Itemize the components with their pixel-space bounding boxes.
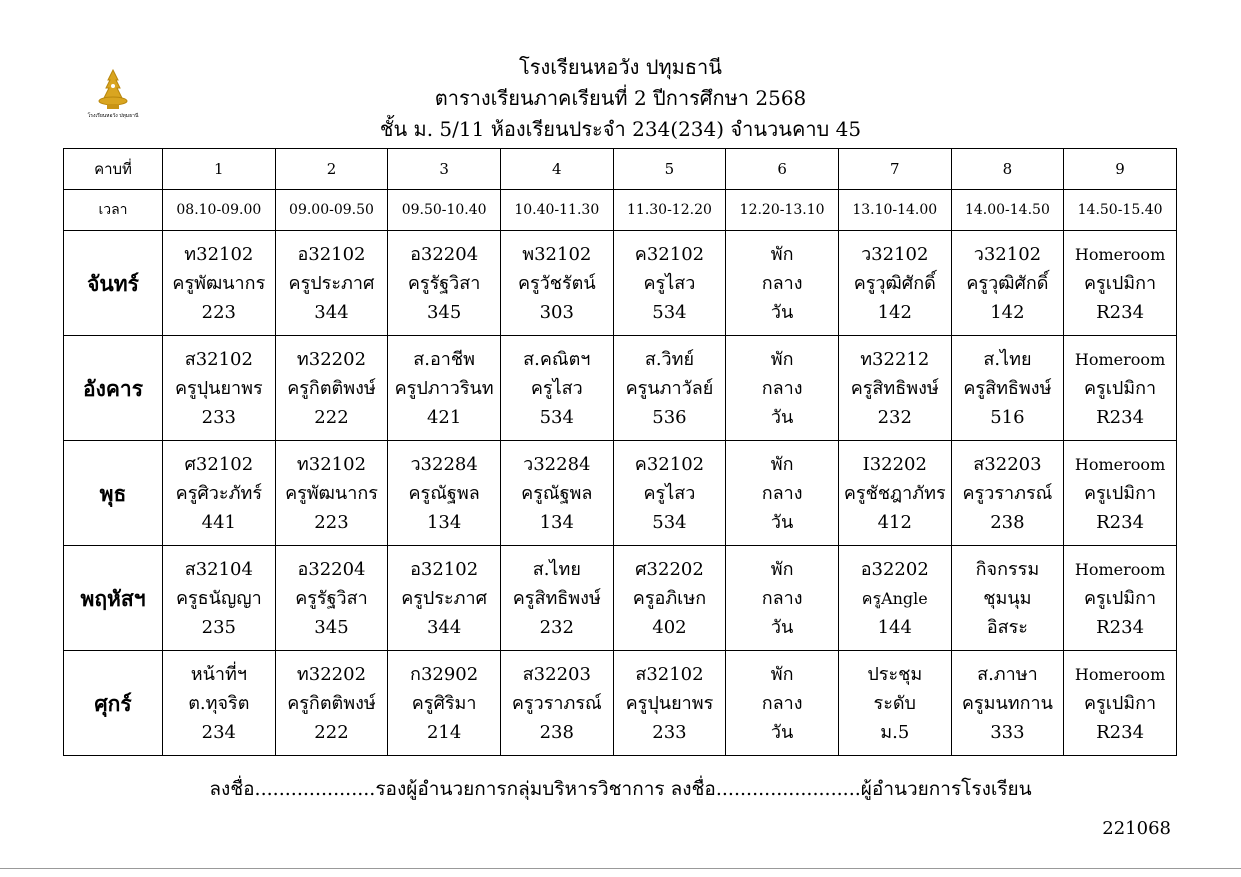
teacher-name: ครูกิตติพงษ์	[287, 377, 376, 399]
teacher-name: กลาง	[761, 482, 803, 504]
day-row	[64, 651, 1177, 756]
class-cell	[838, 231, 951, 336]
room-number: วัน	[770, 616, 794, 638]
teacher-name: ครูไสว	[643, 482, 696, 504]
subject-code: พัก	[770, 558, 794, 580]
class-cell	[838, 336, 951, 441]
room-number: R234	[1096, 511, 1145, 533]
teacher-name: ครูณัฐพล	[521, 482, 593, 504]
room-number: 234	[201, 721, 236, 743]
subject-code: ท32102	[296, 453, 367, 475]
room-number: 223	[314, 511, 349, 533]
teacher-name: ครูไสว	[530, 377, 583, 399]
room-number: 344	[314, 301, 349, 323]
period-number: 7	[838, 149, 951, 190]
time-label: เวลา	[64, 190, 163, 231]
class-info: ชั้น ม. 5/11 ห้องเรียนประจำ 234(234) จำนวนคาบ 45	[379, 117, 862, 141]
class-cell	[275, 231, 388, 336]
room-number: วัน	[770, 721, 794, 743]
teacher-name: ครูเปมิกา	[1083, 482, 1157, 504]
day-name: จันทร์	[64, 231, 163, 336]
subject-code: ว32284	[523, 453, 591, 475]
room-number: 222	[314, 721, 349, 743]
teacher-name: ครูเปมิกา	[1083, 587, 1157, 609]
class-cell	[1064, 546, 1177, 651]
room-number: R234	[1096, 721, 1145, 743]
teacher-name: ครูวุฒิศักดิ์	[966, 272, 1049, 294]
room-number: 345	[314, 616, 349, 638]
subject-code: I32202	[862, 453, 927, 475]
class-cell	[951, 441, 1064, 546]
room-number: 233	[652, 721, 687, 743]
teacher-name: ครูพัฒนากร	[285, 482, 378, 504]
class-cell	[1064, 336, 1177, 441]
subject-code: อ32102	[297, 243, 366, 265]
teacher-name: ครูประภาศ	[288, 272, 375, 294]
time-row	[64, 190, 1177, 231]
document-code: 221068	[1102, 818, 1171, 839]
subject-code: พ32102	[522, 243, 592, 265]
teacher-name: ครูณัฐพล	[408, 482, 480, 504]
room-number: วัน	[770, 406, 794, 428]
period-number: 9	[1064, 149, 1177, 190]
class-cell	[163, 441, 276, 546]
class-cell	[613, 441, 726, 546]
class-cell	[163, 336, 276, 441]
room-number: 238	[539, 721, 574, 743]
teacher-name: ครูอภิเษก	[632, 587, 707, 609]
subject-code: ส32102	[635, 663, 704, 685]
signature-line: ลงชื่อ....................รองผู้อำนวยการกลุ่มบริหารวิชาการ ลงชื่อ........................ผู้อำนวยการโรงเรียน	[209, 778, 1032, 800]
room-number: 142	[990, 301, 1025, 323]
teacher-name: ต.ทุจริต	[188, 692, 250, 714]
period-time: 13.10-14.00	[838, 190, 951, 231]
room-number: 345	[426, 301, 462, 323]
class-cell	[951, 651, 1064, 756]
room-number: 516	[990, 406, 1025, 428]
room-number: 233	[201, 406, 236, 428]
period-number: 6	[726, 149, 839, 190]
day-name: พฤหัสฯ	[64, 546, 163, 651]
class-cell	[838, 651, 951, 756]
teacher-name: กลาง	[761, 692, 803, 714]
subject-code: ศ32102	[184, 453, 254, 475]
room-number: 303	[539, 301, 574, 323]
period-number: 1	[163, 149, 276, 190]
teacher-name: ครูไสว	[643, 272, 696, 294]
subject-code: ส.ไทย	[983, 348, 1032, 370]
teacher-name: ครูสิทธิพงษ์	[963, 377, 1052, 399]
subject-code: กิจกรรม	[975, 558, 1040, 580]
room-number: 534	[652, 511, 687, 533]
class-cell	[500, 441, 613, 546]
teacher-name: ครูAngle	[861, 588, 928, 608]
class-cell	[1064, 231, 1177, 336]
class-cell	[951, 336, 1064, 441]
period-number: 8	[951, 149, 1064, 190]
room-number: 238	[990, 511, 1025, 533]
document-header	[0, 52, 1241, 145]
room-number: 232	[539, 616, 574, 638]
teacher-name: ครูศิวะภัทร์	[175, 482, 262, 504]
class-cell	[613, 651, 726, 756]
class-cell	[388, 651, 501, 756]
subject-code: ส.ภาษา	[977, 663, 1038, 685]
class-cell	[1064, 651, 1177, 756]
subject-code: ส32203	[973, 453, 1042, 475]
subject-code: Homeroom	[1074, 349, 1166, 369]
room-number: 223	[201, 301, 236, 323]
teacher-name: ครูศิริมา	[411, 692, 477, 714]
teacher-name: ครูปุนยาพร	[625, 692, 714, 714]
subject-code: พัก	[770, 243, 794, 265]
subject-code: Homeroom	[1074, 454, 1166, 474]
day-name: ศุกร์	[64, 651, 163, 756]
teacher-name: ครูสิทธิพงษ์	[850, 377, 939, 399]
room-number: 144	[877, 616, 912, 638]
teacher-name: ครูกิตติพงษ์	[287, 692, 376, 714]
room-number: 534	[539, 406, 574, 428]
day-name: อังคาร	[64, 336, 163, 441]
period-time: 09.00-09.50	[275, 190, 388, 231]
subject-code: ส.ไทย	[532, 558, 581, 580]
subject-code: ท32212	[860, 348, 930, 370]
room-number: วัน	[770, 511, 794, 533]
subject-code: ค32102	[634, 453, 705, 475]
class-cell	[726, 231, 839, 336]
subject-code: ส.อาชีพ	[413, 348, 475, 370]
room-number: วัน	[770, 301, 794, 323]
class-cell	[951, 231, 1064, 336]
teacher-name: ครูเปมิกา	[1083, 692, 1157, 714]
subject-code: ท32202	[296, 348, 367, 370]
class-cell	[838, 546, 951, 651]
teacher-name: ครูรัฐวิสา	[407, 272, 481, 294]
teacher-name: ระดับ	[873, 692, 916, 714]
room-number: 142	[877, 301, 912, 323]
logo-caption: โรงเรียนหอวัง ปทุมธานี	[87, 113, 139, 119]
period-time: 14.50-15.40	[1064, 190, 1177, 231]
subject-code: ท32102	[184, 243, 254, 265]
class-cell	[275, 441, 388, 546]
period-number: 2	[275, 149, 388, 190]
period-time: 14.00-14.50	[951, 190, 1064, 231]
period-time: 11.30-12.20	[613, 190, 726, 231]
class-cell	[500, 231, 613, 336]
teacher-name: ครูชัชฎาภัทร	[843, 482, 946, 504]
subject-code: ส32104	[184, 558, 253, 580]
class-cell	[726, 546, 839, 651]
timetable	[63, 148, 1177, 756]
day-row	[64, 546, 1177, 651]
subject-code: ส.คณิตฯ	[523, 348, 591, 370]
class-cell	[388, 546, 501, 651]
subject-code: ท32202	[296, 663, 367, 685]
room-number: 536	[652, 406, 687, 428]
teacher-name: ครูวราภรณ์	[511, 692, 602, 714]
subject-code: ก32902	[410, 663, 479, 685]
period-number: 5	[613, 149, 726, 190]
subject-code: ส32203	[522, 663, 591, 685]
subject-code: พัก	[770, 453, 794, 475]
period-time: 10.40-11.30	[500, 190, 613, 231]
class-cell	[726, 336, 839, 441]
teacher-name: กลาง	[761, 587, 803, 609]
teacher-name: ครูเปมิกา	[1083, 272, 1157, 294]
subject-code: ส.วิทย์	[644, 348, 695, 370]
teacher-name: ครูนภาวัลย์	[625, 377, 714, 399]
day-row	[64, 441, 1177, 546]
period-time: 08.10-09.00	[163, 190, 276, 231]
day-row	[64, 231, 1177, 336]
subject-code: พัก	[770, 663, 794, 685]
subject-code: Homeroom	[1074, 559, 1166, 579]
room-number: 214	[426, 721, 462, 743]
page-bottom-divider	[0, 868, 1241, 869]
subject-code: อ32204	[410, 243, 479, 265]
teacher-name: กลาง	[761, 377, 803, 399]
teacher-name: ครูเปมิกา	[1083, 377, 1157, 399]
subject-code: อ32102	[410, 558, 479, 580]
room-number: 222	[314, 406, 349, 428]
teacher-name: ครูสิทธิพงษ์	[512, 587, 601, 609]
class-cell	[163, 546, 276, 651]
period-header-row	[64, 149, 1177, 190]
teacher-name: กลาง	[761, 272, 803, 294]
teacher-name: ครูธนัญญา	[175, 587, 262, 609]
subject-code: อ32204	[297, 558, 366, 580]
subject-code: Homeroom	[1074, 664, 1166, 684]
room-number: 134	[539, 511, 574, 533]
subject-code: อ32202	[860, 558, 929, 580]
class-cell	[613, 231, 726, 336]
room-number: R234	[1096, 616, 1145, 638]
subject-code: ประชุม	[867, 663, 923, 685]
subject-code: Homeroom	[1074, 244, 1166, 264]
period-number: 4	[500, 149, 613, 190]
class-cell	[388, 231, 501, 336]
subject-code: ค32102	[634, 243, 705, 265]
class-cell	[613, 336, 726, 441]
subject-code: พัก	[770, 348, 794, 370]
class-cell	[1064, 441, 1177, 546]
teacher-name: ครูพัฒนากร	[172, 272, 266, 294]
class-cell	[500, 336, 613, 441]
room-number: ม.5	[880, 721, 910, 743]
teacher-name: ครูปุนยาพร	[175, 377, 263, 399]
teacher-name: ครูวุฒิศักดิ์	[853, 272, 936, 294]
room-number: 421	[426, 406, 462, 428]
room-number: R234	[1096, 301, 1145, 323]
room-number: 235	[201, 616, 236, 638]
class-cell	[275, 336, 388, 441]
subject-code: ศ32202	[635, 558, 704, 580]
class-cell	[163, 651, 276, 756]
class-cell	[726, 441, 839, 546]
semester-title: ตารางเรียนภาคเรียนที่ 2 ปีการศึกษา 2568	[434, 86, 807, 110]
room-number: 441	[201, 511, 236, 533]
class-cell	[500, 651, 613, 756]
class-cell	[388, 336, 501, 441]
day-row	[64, 336, 1177, 441]
teacher-name: ครูวราภรณ์	[962, 482, 1053, 504]
period-label: คาบที่	[64, 149, 163, 190]
subject-code: ว32102	[861, 243, 929, 265]
room-number: 134	[426, 511, 462, 533]
room-number: 333	[990, 721, 1025, 743]
subject-code: ว32102	[973, 243, 1042, 265]
class-cell	[726, 651, 839, 756]
teacher-name: ครูประภาศ	[401, 587, 488, 609]
subject-code: ส32102	[184, 348, 253, 370]
teacher-name: ครูรัฐวิสา	[295, 587, 368, 609]
room-number: 232	[877, 406, 912, 428]
room-number: 412	[877, 511, 912, 533]
class-cell	[275, 651, 388, 756]
subject-code: หน้าที่ฯ	[190, 663, 247, 685]
day-name: พุธ	[64, 441, 163, 546]
period-time: 12.20-13.10	[726, 190, 839, 231]
class-cell	[838, 441, 951, 546]
subject-code: ว32284	[410, 453, 478, 475]
period-number: 3	[388, 149, 501, 190]
class-cell	[500, 546, 613, 651]
period-time: 09.50-10.40	[388, 190, 501, 231]
room-number: R234	[1096, 406, 1145, 428]
class-cell	[275, 546, 388, 651]
school-name: โรงเรียนหอวัง ปทุมธานี	[519, 55, 722, 79]
teacher-name: ครูปภาวรินท	[394, 377, 494, 399]
room-number: 344	[426, 616, 462, 638]
class-cell	[613, 546, 726, 651]
teacher-name: ครูวัชรัตน์	[517, 272, 596, 294]
teacher-name: ครูมนทกาน	[961, 692, 1053, 714]
room-number: 402	[652, 616, 687, 638]
teacher-name: ชุมนุม	[983, 587, 1032, 609]
class-cell	[951, 546, 1064, 651]
room-number: อิสระ	[986, 616, 1028, 638]
room-number: 534	[652, 301, 687, 323]
class-cell	[163, 231, 276, 336]
class-cell	[388, 441, 501, 546]
